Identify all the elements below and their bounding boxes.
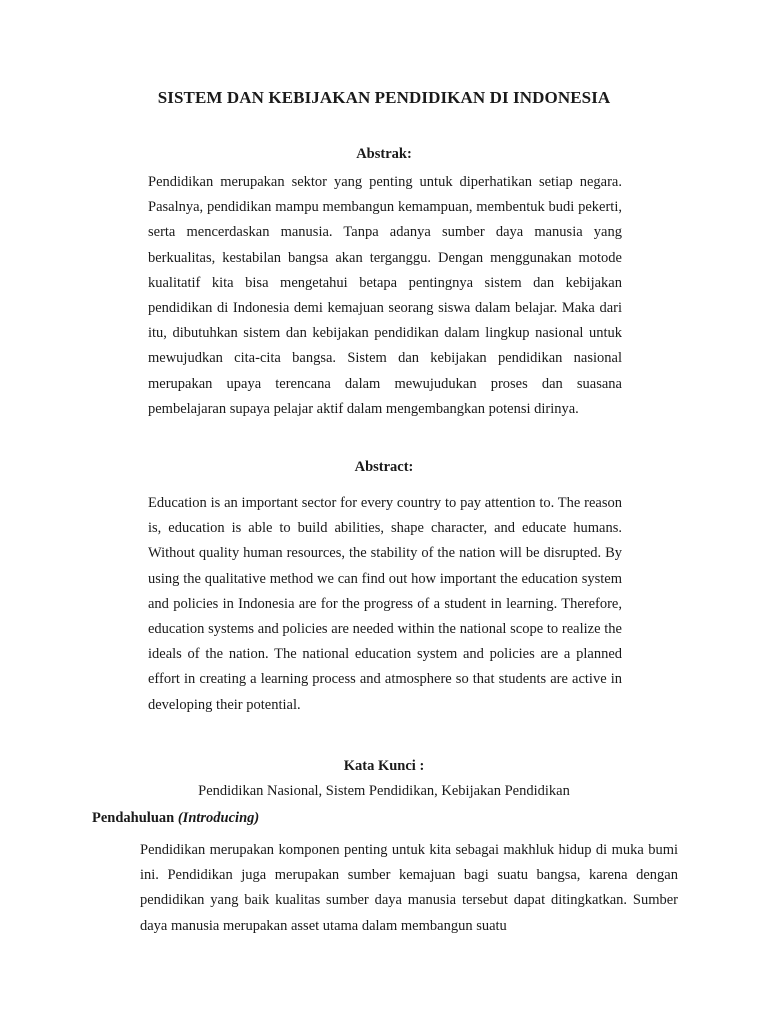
pendahuluan-heading (92, 810, 259, 827)
abstract-paragraph: Education is an important sector for every country to pay attention to. The reason is, education is able to build abilities, shape character, and educate humans. Without quality human resources, the stability of the nation will be disrupted. By using the qualitative method we can find out how important the education system and policies in Indonesia are for the progress of a student in learning. Therefore, education systems and policies are needed within the national scope to realize the ideals of the nation. The national education system and policies are a planned effort in creating a learning process and atmosphere so that students are active in developing their potential. (148, 495, 622, 713)
pendahuluan-heading-label: Pendahuluan (92, 810, 175, 826)
abstrak-heading: Abstrak: (356, 146, 412, 162)
kata-kunci-list: Pendidikan Nasional, Sistem Pendidikan, Kebijakan Pendidikan (198, 783, 570, 799)
pendahuluan-heading-italic: (Introducing) (177, 810, 260, 826)
pendahuluan-paragraph: Pendidikan merupakan komponen penting untuk kita sebagai makhluk hidup di muka bumi ini. Pendidikan juga merupakan sumber kemajuan bagi suatu bangsa, karena dengan pendidikan yang baik kualitas sumber daya manusia tersebut dapat ditingkatkan. Sumber daya manusia merupakan asset utama dalam membangun suatu (140, 842, 678, 934)
abstrak-paragraph: Pendidikan merupakan sektor yang penting untuk diperhatikan setiap negara. Pasalnya, pendidikan mampu membangun kemampuan, membentuk budi pekerti, serta mencerdaskan manusia. Tanpa adanya sumber daya manusia yang berkualitas, kestabilan bangsa akan terganggu. Dengan menggunakan motode kualitatif kita bisa mengetahui betapa pentingnya sistem dan kebijakan pendidikan di Indonesia demi kemajuan seorang siswa dalam belajar. Maka dari itu, dibutuhkan sistem dan kebijakan pendidikan dalam lingkup nasional untuk mewujudkan cita-cita bangsa. Sistem dan kebijakan pendidikan nasional merupakan upaya terencana dalam mewujudukan proses dan suasana pembelajaran supaya pelajar aktif dalam mengembangkan potensi dirinya. (148, 174, 622, 417)
abstract-heading: Abstract: (354, 459, 414, 475)
kata-kunci-heading: Kata Kunci : (343, 758, 425, 774)
document-title: SISTEM DAN KEBIJAKAN PENDIDIKAN DI INDONESIA (157, 88, 611, 107)
